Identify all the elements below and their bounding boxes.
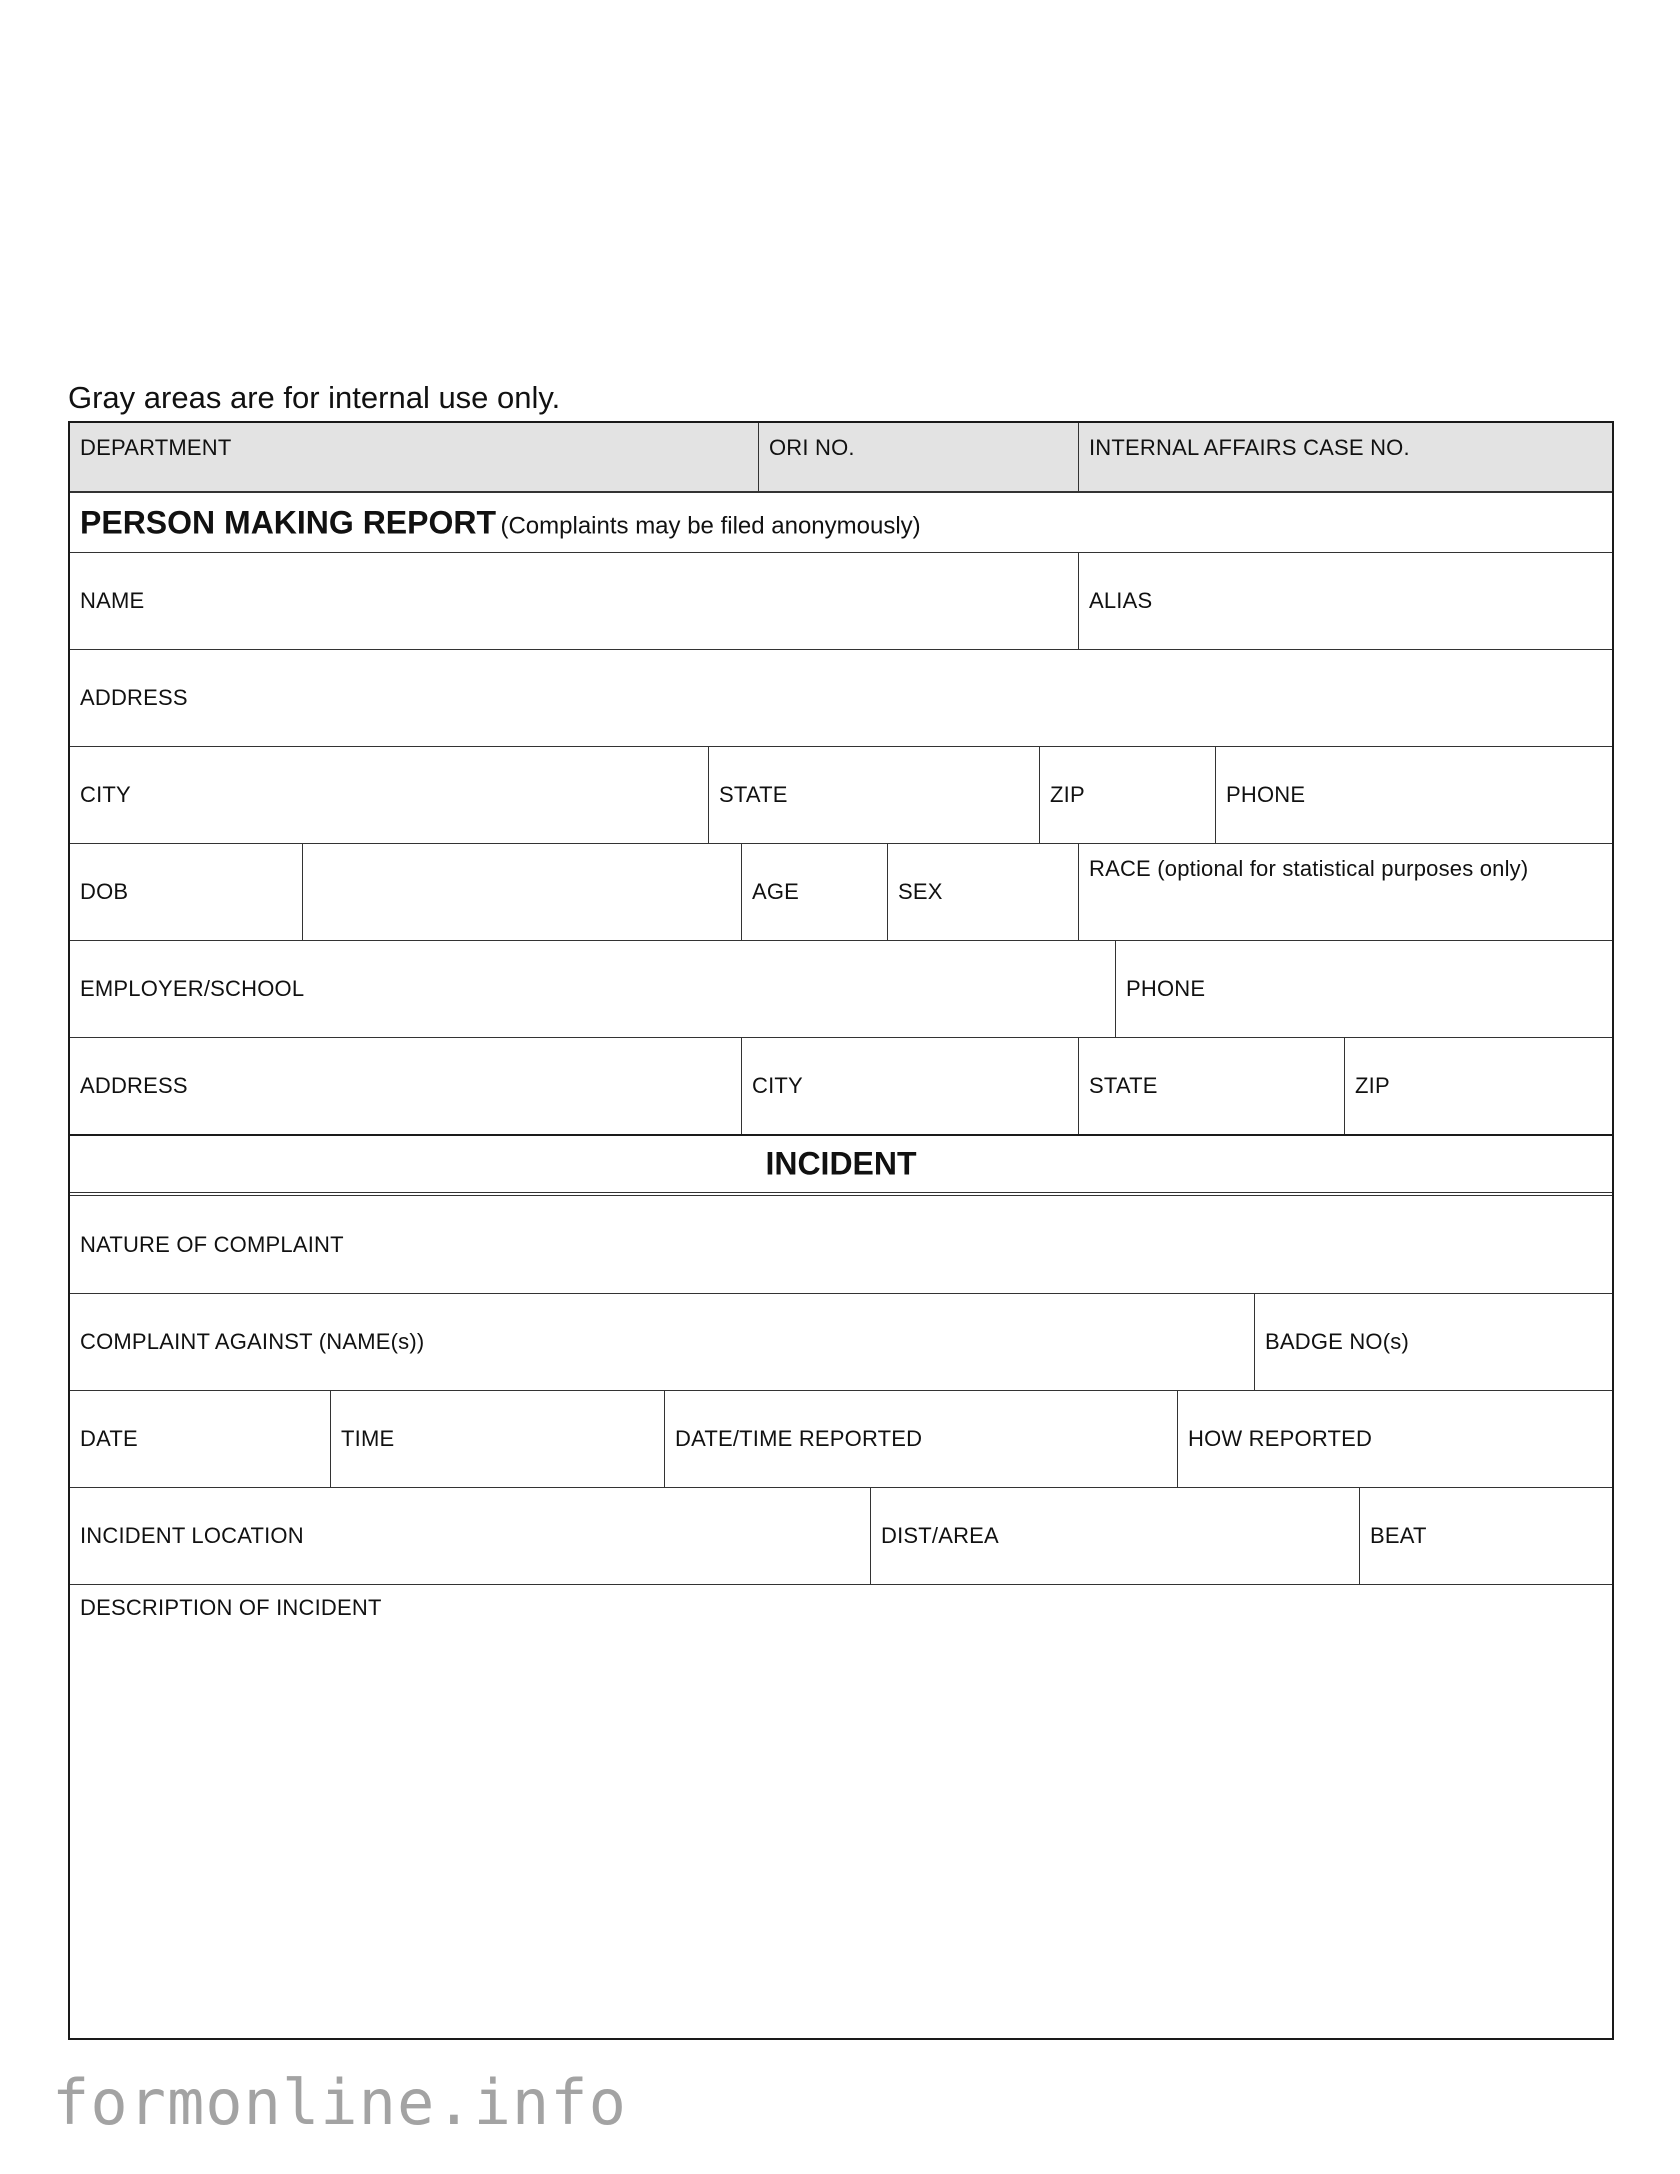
employer-field[interactable] bbox=[70, 941, 1115, 1037]
beat-field[interactable] bbox=[1359, 1488, 1612, 1584]
time-field[interactable] bbox=[330, 1391, 664, 1487]
dist-area-field[interactable] bbox=[870, 1488, 1359, 1584]
date-field[interactable] bbox=[70, 1391, 330, 1487]
description-field[interactable] bbox=[70, 1585, 1612, 2038]
race-label: RACE (optional for statistical purposes only) bbox=[1089, 856, 1529, 881]
employer-zip-field[interactable] bbox=[1344, 1038, 1612, 1134]
phone-field[interactable] bbox=[1215, 747, 1612, 843]
employer-label: EMPLOYER/SCHOOL bbox=[80, 976, 305, 1001]
state-field[interactable] bbox=[708, 747, 1039, 843]
ia-case-no-field[interactable] bbox=[1078, 423, 1612, 491]
beat-label: BEAT bbox=[1370, 1523, 1427, 1548]
address-label: ADDRESS bbox=[80, 685, 188, 710]
location-field[interactable] bbox=[70, 1488, 870, 1584]
ori-no-label: ORI NO. bbox=[769, 435, 855, 460]
employer-address-row bbox=[70, 1037, 1612, 1134]
alias-label: ALIAS bbox=[1089, 588, 1153, 613]
how-reported-field[interactable] bbox=[1177, 1391, 1612, 1487]
internal-use-note: Gray areas are for internal use only. bbox=[68, 380, 561, 415]
internal-use-row bbox=[70, 423, 1612, 492]
incident-section-title: INCIDENT bbox=[765, 1145, 917, 1182]
city-label: CITY bbox=[80, 782, 131, 807]
nature-row bbox=[70, 1196, 1612, 1293]
employer-address-label: ADDRESS bbox=[80, 1073, 188, 1098]
alias-field[interactable] bbox=[1078, 553, 1612, 649]
date-time-reported-field[interactable] bbox=[664, 1391, 1177, 1487]
badge-field[interactable] bbox=[1254, 1294, 1612, 1390]
employer-phone-label: PHONE bbox=[1126, 976, 1206, 1001]
against-field[interactable] bbox=[70, 1294, 1254, 1390]
zip-label: ZIP bbox=[1050, 782, 1085, 807]
employer-row bbox=[70, 940, 1612, 1037]
how-reported-label: HOW REPORTED bbox=[1188, 1426, 1373, 1451]
description-label: DESCRIPTION OF INCIDENT bbox=[80, 1595, 382, 1620]
employer-state-label: STATE bbox=[1089, 1073, 1158, 1098]
person-section-header bbox=[70, 492, 1612, 552]
city-field[interactable] bbox=[70, 747, 708, 843]
employer-phone-field[interactable] bbox=[1115, 941, 1612, 1037]
dob-field[interactable] bbox=[302, 844, 741, 940]
employer-city-field[interactable] bbox=[741, 1038, 1078, 1134]
department-label: DEPARTMENT bbox=[80, 435, 232, 460]
ia-case-no-label: INTERNAL AFFAIRS CASE NO. bbox=[1089, 435, 1410, 460]
city-row bbox=[70, 746, 1612, 843]
name-label: NAME bbox=[80, 588, 145, 613]
nature-field[interactable] bbox=[70, 1196, 1612, 1293]
complaint-form bbox=[68, 421, 1614, 2040]
name-field[interactable] bbox=[70, 553, 1078, 649]
dob-label: DOB bbox=[80, 879, 129, 904]
badge-label: BADGE NO(s) bbox=[1265, 1329, 1409, 1354]
age-label: AGE bbox=[752, 879, 800, 904]
employer-state-field[interactable] bbox=[1078, 1038, 1344, 1134]
location-row bbox=[70, 1487, 1612, 1584]
employer-address-field[interactable] bbox=[70, 1038, 741, 1134]
against-row bbox=[70, 1293, 1612, 1390]
department-field[interactable] bbox=[70, 423, 758, 491]
watermark: formonline.info bbox=[52, 2066, 627, 2139]
nature-label: NATURE OF COMPLAINT bbox=[80, 1231, 344, 1257]
employer-zip-label: ZIP bbox=[1355, 1073, 1390, 1098]
name-row bbox=[70, 552, 1612, 649]
date-row bbox=[70, 1390, 1612, 1487]
phone-label: PHONE bbox=[1226, 782, 1306, 807]
employer-city-label: CITY bbox=[752, 1073, 803, 1098]
location-label: INCIDENT LOCATION bbox=[80, 1523, 304, 1548]
dist-area-label: DIST/AREA bbox=[881, 1523, 999, 1548]
address-field[interactable] bbox=[70, 650, 1612, 746]
description-row bbox=[70, 1584, 1612, 2038]
age-field[interactable] bbox=[741, 844, 887, 940]
person-section-subtitle: (Complaints may be filed anonymously) bbox=[500, 512, 921, 539]
state-label: STATE bbox=[719, 782, 788, 807]
ori-no-field[interactable] bbox=[758, 423, 1078, 491]
sex-label: SEX bbox=[898, 879, 943, 904]
date-label: DATE bbox=[80, 1426, 138, 1451]
race-field[interactable] bbox=[1078, 844, 1612, 940]
dob-label-cell bbox=[70, 844, 302, 940]
address-row bbox=[70, 649, 1612, 746]
zip-field[interactable] bbox=[1039, 747, 1215, 843]
dob-row bbox=[70, 843, 1612, 940]
sex-field[interactable] bbox=[887, 844, 1078, 940]
person-section-heading: PERSON MAKING REPORT bbox=[80, 504, 497, 540]
incident-section-header bbox=[70, 1134, 1612, 1196]
against-label: COMPLAINT AGAINST (NAME(s)) bbox=[80, 1329, 425, 1354]
date-time-reported-label: DATE/TIME REPORTED bbox=[675, 1426, 923, 1451]
person-section-title bbox=[80, 504, 921, 541]
time-label: TIME bbox=[341, 1426, 395, 1451]
